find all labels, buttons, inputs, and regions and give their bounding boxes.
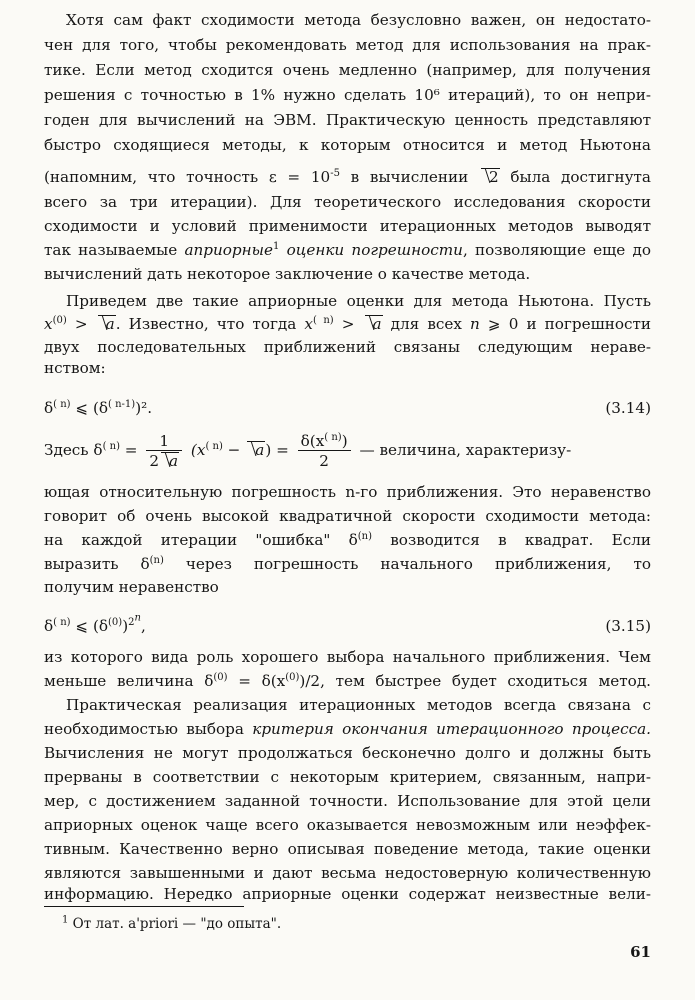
text-line: информацию. Нередко априорные оценки содержат неизвестные вели-	[44, 885, 651, 903]
fraction: $\frac{1}{2 a}$	[146, 432, 182, 471]
equation-3-15: $\delta^{( n)}$ ⩽ $(\delta^{(0)})^{2^n}$, (3.15)	[44, 614, 651, 638]
text-line: получим неравенство	[44, 578, 219, 596]
text-line: меньше величина $\delta^{(0)} = \delta(x^{(0)})/2$, тем быстрее будет сходиться метод.	[44, 671, 651, 690]
text-line: решения с точностью в 1% нужно сделать 10⁶ итераций), то он непри-	[44, 86, 651, 104]
fraction: $\frac{\delta(x^{( n)})}{2}$	[298, 432, 351, 471]
text-line: ющая относительную погрешность n-го приближения. Это неравенство	[44, 483, 651, 501]
sqrt-symbol: 2	[481, 168, 500, 185]
footnote-divider	[44, 906, 244, 907]
text-line: выразить $\delta^{(n)}$ через погрешность начального приближения, то	[44, 554, 651, 573]
text-line: сходимости и условий применимости итерационных методов выводят	[44, 217, 651, 235]
text-line: необходимостью выбора критерия окончания итерационного процесса.	[44, 720, 651, 738]
text-line: на каждой итерации "ошибка" $\delta^{(n)}$ возводится в квадрат. Если	[44, 530, 651, 549]
text-line: тике. Если метод сходится очень медленно (например, для получения	[44, 61, 651, 79]
text-line: говорит об очень высокой квадратичной скорости сходимости метода:	[44, 507, 651, 525]
text-line: априорных оценок чаще всего оказывается невозможным или неэффек-	[44, 816, 651, 834]
text-line: всего за три итерации). Для теоретического исследования скорости	[44, 193, 651, 211]
sqrt-symbol: a	[161, 452, 179, 469]
text-line: Практическая реализация итерационных методов всегда связана с	[66, 696, 651, 714]
definition-line: Здесь $\delta^{( n)}$ = $\frac{1}{2 a}$ $(x^{( n)} - a)$ = $\frac{\delta(x^{( n)})}{2}$ — величина, характеризу-	[44, 431, 572, 470]
text-line: вычислений дать некоторое заключение о качестве метода.	[44, 265, 531, 283]
sqrt-symbol: a	[365, 315, 383, 332]
sqrt-symbol: a	[98, 315, 116, 332]
text-line: (напомним, что точность $\varepsilon = 10^{-5}$ в вычислении 2 была достигнута	[44, 167, 651, 186]
equation-number: (3.14)	[605, 399, 651, 417]
page-number: 61	[630, 943, 651, 961]
text-line: Приведем две такие априорные оценки для метода Ньютона. Пусть	[66, 292, 651, 310]
footnote-ref: 1	[273, 240, 280, 252]
text-line: быстро сходящиеся методы, к которым относится и метод Ньютона	[44, 136, 651, 154]
text-line: нством:	[44, 359, 106, 377]
text-line: Хотя сам факт сходимости метода безусловно важен, он недостато-	[66, 11, 651, 29]
text-line: мер, с достижением заданной точности. Использование для этой цели	[44, 792, 651, 810]
equation-number: (3.15)	[605, 617, 651, 635]
text-line: являются завышенными и дают весьма недостоверную количественную	[44, 864, 651, 882]
text-line: годен для вычислений на ЭВМ. Практическую ценность представляют	[44, 111, 651, 129]
text-line: прерваны в соответствии с некоторым критерием, связанным, напри-	[44, 768, 651, 786]
text-line: двух последовательных приближений связаны следующим нераве-	[44, 338, 651, 356]
equation-3-14: $\delta^{( n)}$ ⩽ $(\delta^{( n-1)})^2$. (3.14)	[44, 396, 651, 420]
text-line: из которого вида роль хорошего выбора начального приближения. Чем	[44, 648, 651, 666]
text-line: чен для того, чтобы рекомендовать метод для использования на прак-	[44, 36, 651, 54]
sqrt-symbol: a	[247, 441, 265, 458]
footnote: $^1$ От лат. a'priori — "до опыта".	[62, 914, 282, 932]
text-line: тивным. Качественно верно описывая поведение метода, такие оценки	[44, 840, 651, 858]
page	[44, 0, 651, 1000]
text-line: Вычисления не могут продолжаться бесконечно долго и должны быть	[44, 744, 651, 762]
text-line: так называемые априорные$^1$ оценки погрешности, позволяющие еще до	[44, 240, 651, 259]
text-line: $x^{(0)} > a$. Известно, что тогда $x^{( n)} > a$ для всех n ⩾ 0 и погрешности	[44, 314, 651, 333]
